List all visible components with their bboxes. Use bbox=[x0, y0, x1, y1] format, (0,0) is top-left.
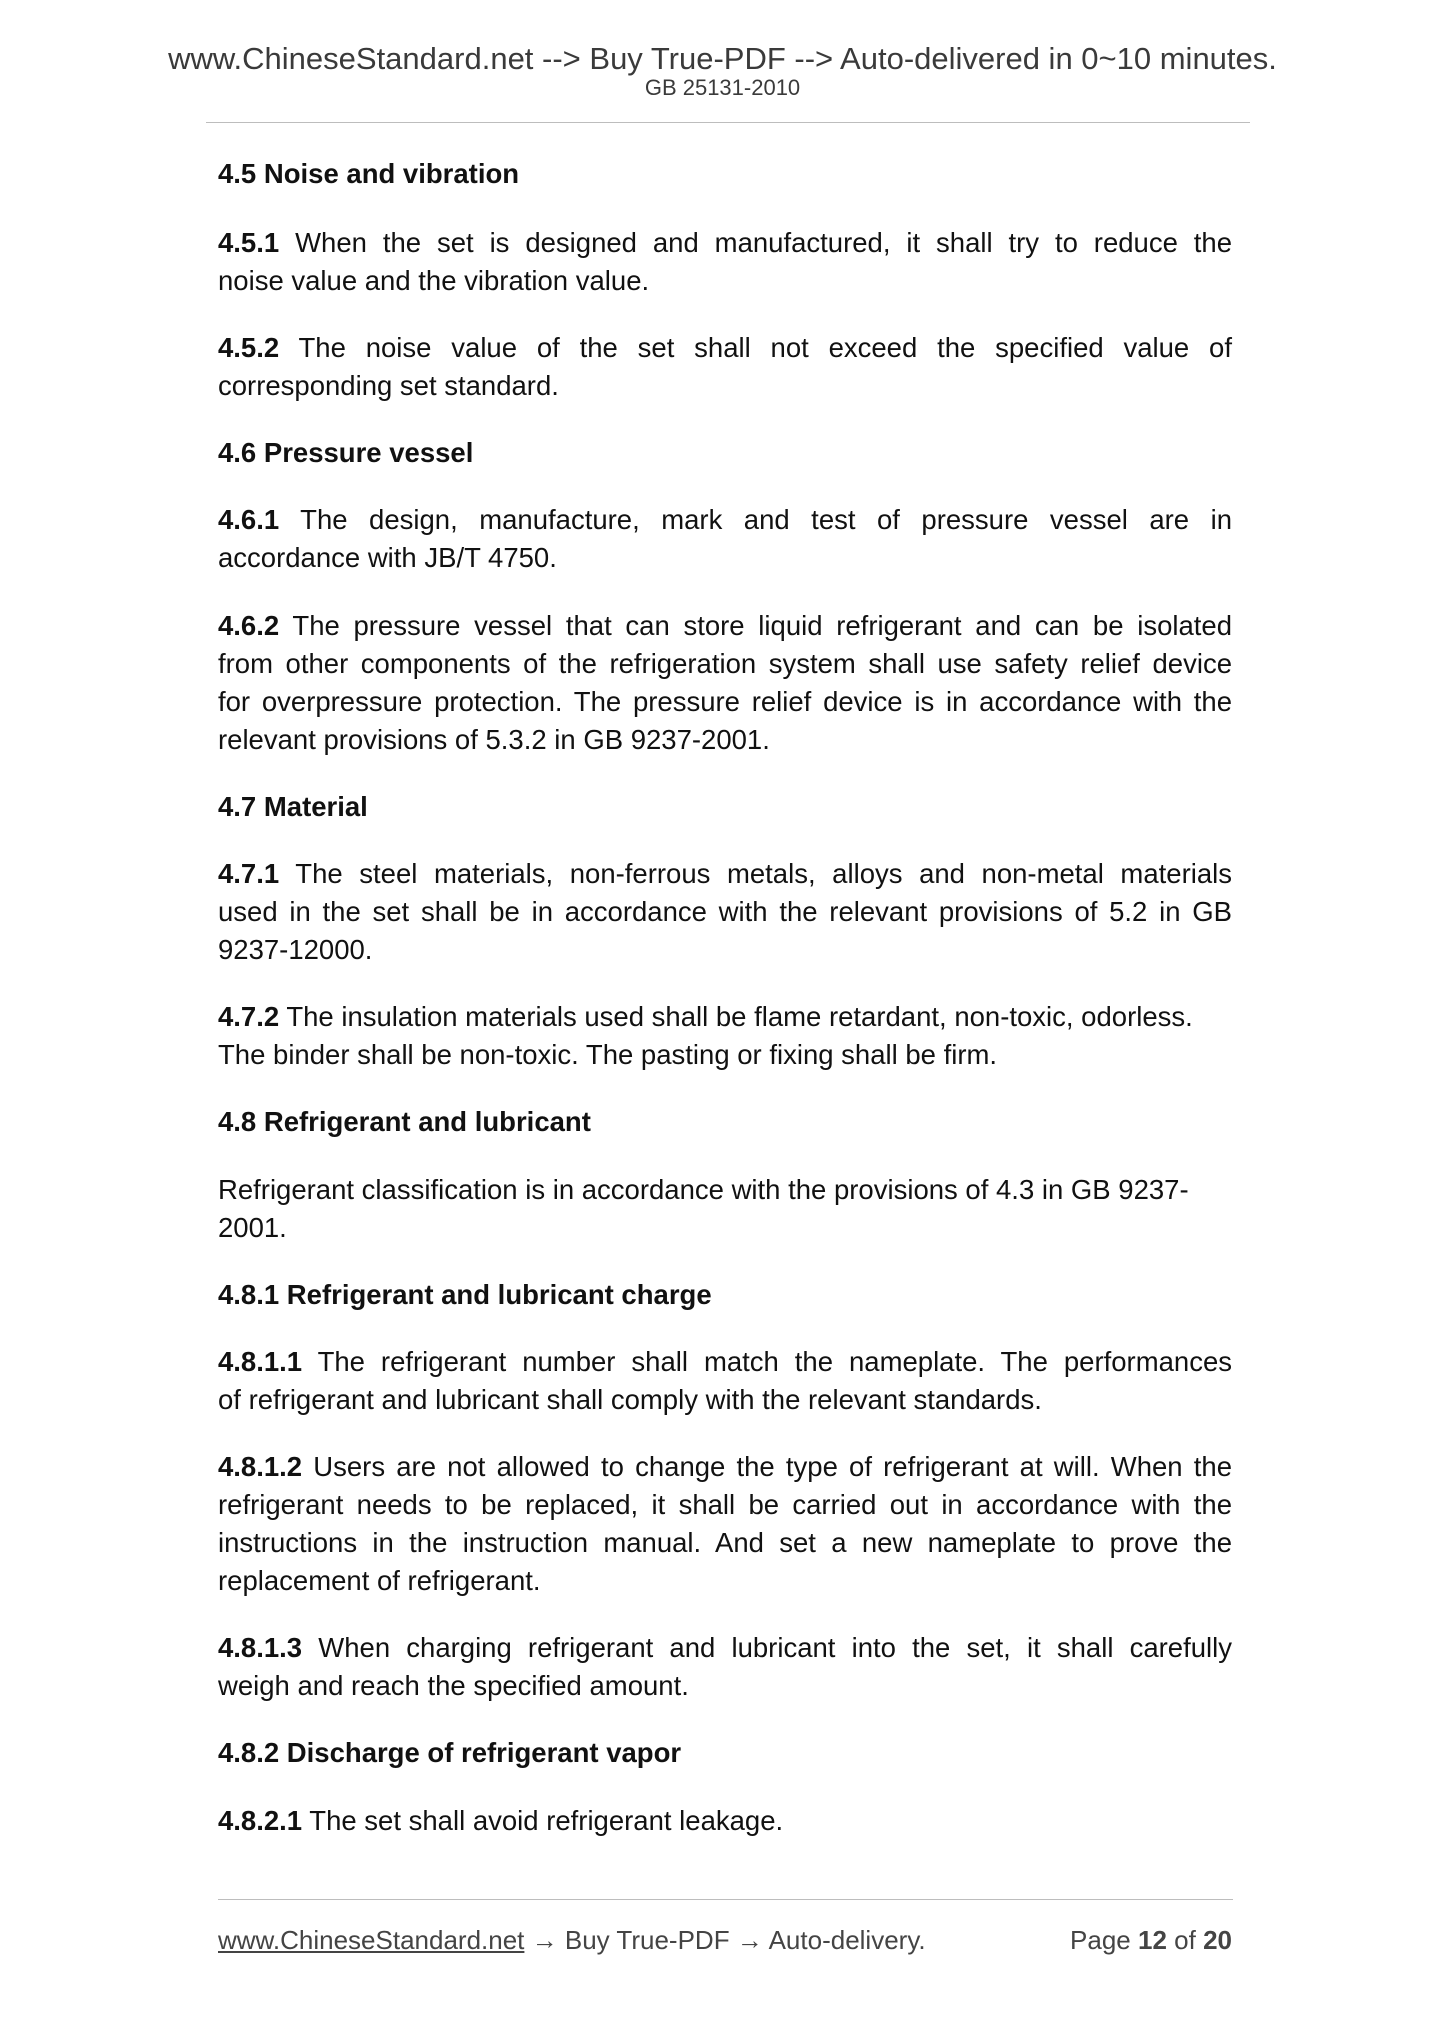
section-heading-4-6: 4.6 Pressure vessel bbox=[218, 437, 474, 468]
clause-line: accordance with JB/T 4750. bbox=[218, 542, 557, 573]
clause-4-7-2 bbox=[218, 998, 1240, 1074]
clause-line bbox=[218, 329, 1232, 367]
footer-promo bbox=[218, 1922, 926, 1958]
clause-number: 4.8.1.1 bbox=[218, 1346, 303, 1377]
clause-text: The insulation materials used shall be flame retardant, non-toxic, odorless. bbox=[286, 1001, 1193, 1032]
page-current: 12 bbox=[1138, 1925, 1167, 1955]
clause-line: 2001. bbox=[218, 1212, 287, 1243]
clause-number: 4.7.1 bbox=[218, 858, 280, 889]
clause-line: Refrigerant classification is in accordance with the provisions of 4.3 in GB 9237- bbox=[218, 1174, 1189, 1205]
clause-number: 4.7.2 bbox=[218, 1001, 280, 1032]
clause-line bbox=[218, 998, 1240, 1036]
clause-line: used in the set shall be in accordance with the relevant provisions of 5.2 in GB bbox=[218, 896, 1232, 927]
clause-4-5-2 bbox=[218, 329, 1232, 405]
clause-line: for overpressure protection. The pressure relief device is in accordance with the bbox=[218, 686, 1232, 717]
clause-line bbox=[218, 224, 1232, 262]
header-doc-code: GB 25131-2010 bbox=[644, 75, 801, 100]
clause-line: weigh and reach the specified amount. bbox=[218, 1670, 689, 1701]
section-heading-4-8-1: 4.8.1 Refrigerant and lubricant charge bbox=[218, 1279, 712, 1310]
section-heading-4-8: 4.8 Refrigerant and lubricant bbox=[218, 1106, 591, 1137]
clause-line: from other components of the refrigeration system shall use safety relief device bbox=[218, 648, 1232, 679]
clause-number: 4.8.1.2 bbox=[218, 1451, 303, 1482]
clause-text: The set shall avoid refrigerant leakage. bbox=[309, 1805, 784, 1836]
clause-number: 4.6.2 bbox=[218, 610, 280, 641]
clause-number: 4.5.2 bbox=[218, 332, 280, 363]
section-heading-4-5: 4.5 Noise and vibration bbox=[218, 158, 520, 189]
clause-number: 4.8.2.1 bbox=[218, 1805, 303, 1836]
clause-4-7-1 bbox=[218, 855, 1232, 969]
footer-promo-text: → Buy True-PDF → Auto-delivery. bbox=[531, 1925, 926, 1955]
clause-line: of refrigerant and lubricant shall comply with the relevant standards. bbox=[218, 1384, 1042, 1415]
clause-4-8-1-2 bbox=[218, 1448, 1232, 1600]
clause-line: replacement of refrigerant. bbox=[218, 1565, 541, 1596]
clause-text: The noise value of the set shall not exceed the specified value of bbox=[298, 332, 1232, 363]
page-of-label: of bbox=[1174, 1925, 1196, 1955]
clause-line: refrigerant needs to be replaced, it shall be carried out in accordance with the bbox=[218, 1489, 1232, 1520]
clause-4-6-1 bbox=[218, 501, 1232, 577]
clause-line: The binder shall be non-toxic. The pasting or fixing shall be firm. bbox=[218, 1039, 998, 1070]
clause-line: corresponding set standard. bbox=[218, 370, 559, 401]
clause-line: instructions in the instruction manual. And set a new nameplate to prove the bbox=[218, 1527, 1232, 1558]
page-total: 20 bbox=[1203, 1925, 1232, 1955]
header-divider bbox=[206, 122, 1250, 123]
clause-4-5-1 bbox=[218, 224, 1232, 300]
clause-line bbox=[218, 607, 1232, 645]
clause-text: Users are not allowed to change the type of refrigerant at will. When the bbox=[313, 1451, 1232, 1482]
clause-line: noise value and the vibration value. bbox=[218, 265, 650, 296]
clause-text: The steel materials, non-ferrous metals, alloys and non-metal materials bbox=[295, 858, 1232, 889]
clause-text: When charging refrigerant and lubricant into the set, it shall carefully bbox=[318, 1632, 1232, 1663]
clause-line bbox=[218, 501, 1232, 539]
clause-4-6-2 bbox=[218, 607, 1232, 759]
header-site-line: www.ChineseStandard.net --> Buy True-PDF --> Auto-delivered in 0~10 minutes. bbox=[168, 41, 1277, 76]
clause-line bbox=[218, 1448, 1232, 1486]
clause-4-8-2-1 bbox=[218, 1802, 1232, 1840]
section-heading-4-8-2: 4.8.2 Discharge of refrigerant vapor bbox=[218, 1737, 682, 1768]
clause-text: The pressure vessel that can store liquid refrigerant and can be isolated bbox=[292, 610, 1232, 641]
clause-4-8-1-1 bbox=[218, 1343, 1232, 1419]
clause-line: 9237-12000. bbox=[218, 934, 373, 965]
footer-divider bbox=[218, 1899, 1233, 1900]
section-heading-4-7: 4.7 Material bbox=[218, 791, 368, 822]
clause-text: The refrigerant number shall match the nameplate. The performances bbox=[317, 1346, 1232, 1377]
page-indicator bbox=[1043, 1922, 1232, 1958]
clause-number: 4.6.1 bbox=[218, 504, 280, 535]
clause-text: When the set is designed and manufactured, it shall try to reduce the bbox=[295, 227, 1233, 258]
page-label: Page bbox=[1070, 1925, 1131, 1955]
refrigerant-classification-paragraph bbox=[218, 1171, 1232, 1247]
clause-text: The design, manufacture, mark and test of pressure vessel are in bbox=[300, 504, 1232, 535]
clause-line bbox=[218, 1629, 1232, 1667]
clause-number: 4.8.1.3 bbox=[218, 1632, 303, 1663]
footer-site-link[interactable]: www.ChineseStandard.net bbox=[218, 1925, 525, 1955]
clause-line: relevant provisions of 5.3.2 in GB 9237-2001. bbox=[218, 724, 770, 755]
clause-line bbox=[218, 855, 1232, 893]
clause-line bbox=[218, 1802, 1232, 1840]
clause-4-8-1-3 bbox=[218, 1629, 1232, 1705]
clause-number: 4.5.1 bbox=[218, 227, 280, 258]
clause-line bbox=[218, 1343, 1232, 1381]
